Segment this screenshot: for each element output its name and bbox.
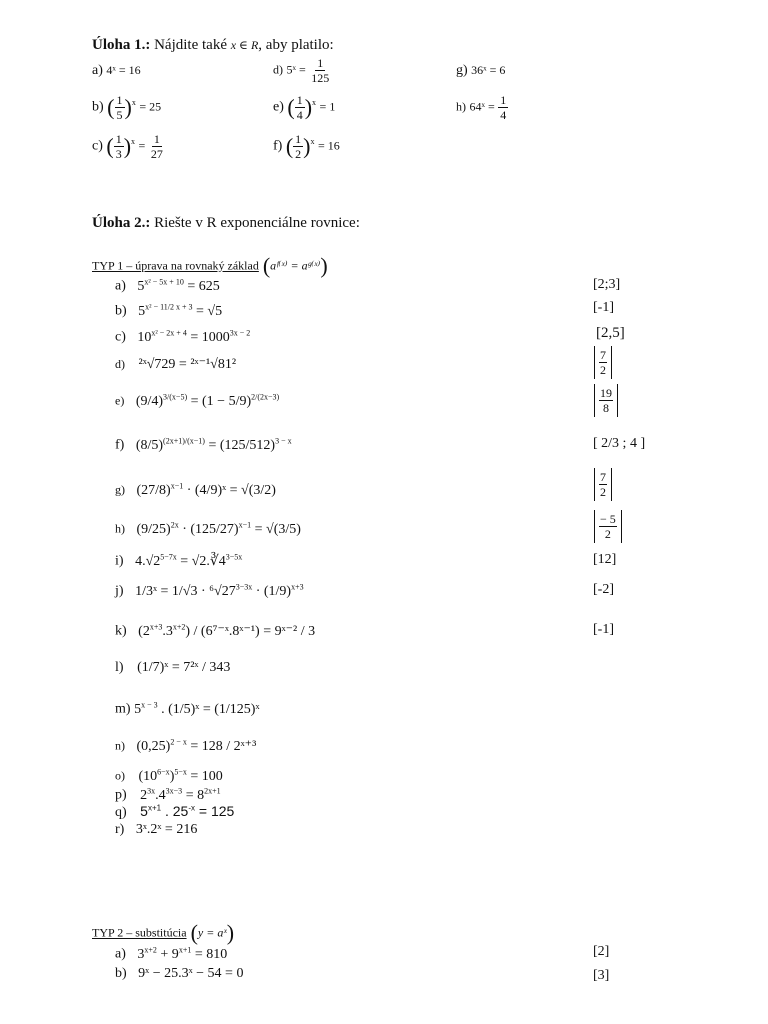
answer-f: [ 2/3 ; 4 ] — [593, 436, 646, 451]
typ1-item-j: j) 1/3ˣ = $1/√3 \cdot ^6√27^{3-3x} \cdot (1/9)^{x+3}$ — [115, 582, 304, 599]
item-label: n) — [115, 738, 125, 753]
answer-k: [-1] — [593, 622, 614, 637]
typ1-item-o: o) $(10^{6-x})^{5-x} = 100$ — [115, 767, 223, 784]
typ2-heading-text: TYP 2 – substitúcia — [92, 925, 187, 940]
item-label: a) — [115, 278, 126, 294]
task2-title-text: Riešte v R exponenciálne rovnice: — [154, 215, 360, 231]
answer-d: $\frac{7}{2}$ — [594, 346, 612, 379]
item-lhs: 64ˣ = — [469, 99, 495, 114]
typ1-heading: TYP 1 – úprava na rovnaký základ (aᶠ⁽ˣ⁾ = aᵍ⁽ˣ⁾) — [92, 253, 328, 278]
typ1-formula: aᶠ⁽ˣ⁾ = aᵍ⁽ˣ⁾ — [270, 258, 321, 273]
task1-title — [92, 37, 334, 54]
item-label: q) — [115, 805, 127, 820]
item-label: p) — [115, 787, 127, 803]
typ1-item-f: f) $(8/5)^{(2x+1)/(x-1)} = (125/512)^{3 - x}$ — [115, 436, 292, 453]
item-label: e) — [115, 393, 125, 408]
typ2-item-b: b) 9ˣ − 25.3ˣ − 54 = 0 — [115, 966, 244, 981]
item-rhs: = 16 — [317, 138, 340, 153]
typ1-item-m: m) $5^{x - 3}$ . (1/5)ˣ = (1/125)ˣ — [115, 700, 260, 717]
task1-item-b: b) ( $\frac{1}{5}$ )$^x$ = 25 — [92, 93, 162, 122]
item-rhs: = 25 — [139, 99, 162, 114]
typ1-item-c: c) $10^{x^2 - 2x + 4} = 1000^{3x - 2}$ — [115, 328, 251, 345]
answer-i: [12] — [593, 552, 617, 567]
item-label: f) — [115, 437, 125, 453]
task1-title-text: Nájdite také — [154, 37, 227, 53]
typ1-item-g: g) $(27/8)^{x-1}$ · (4/9)ˣ = √(3/2) — [115, 481, 276, 498]
item-equation: 36ˣ = 6 — [471, 63, 506, 77]
task1-item-g — [456, 63, 505, 79]
typ2-answer-b: [3] — [593, 968, 610, 983]
item-label: h) — [115, 521, 125, 536]
item-rhs: = 1 — [319, 99, 336, 114]
fraction: $\frac{1}{2}$ — [295, 132, 302, 161]
typ1-item-d: d) ²ˣ√729 = ²ˣ⁻¹√81² — [115, 357, 237, 372]
item-label: i) — [115, 553, 124, 569]
task2-title — [92, 215, 360, 232]
task1-item-d — [273, 56, 331, 85]
typ2-heading: TYP 2 – substitúcia (y = aˣ) — [92, 920, 235, 945]
task1-item-a — [92, 63, 141, 79]
fraction: $\frac{1}{4}$ — [500, 93, 507, 122]
item-label: l) — [115, 660, 124, 675]
typ2-formula: y = aˣ — [197, 925, 227, 940]
typ1-heading-text: TYP 1 – úprava na rovnaký základ — [92, 258, 259, 273]
fraction: $\frac{1}{125}$ — [311, 56, 330, 85]
item-label: a) — [92, 63, 103, 78]
item-label: b) — [115, 966, 127, 981]
typ1-item-n: n) $(0,25)^{2 - x} = 128$ / 2ˣ⁺³ — [115, 737, 257, 754]
answer-a: [2;3] — [593, 277, 621, 292]
answer-c: [2,5] — [596, 325, 625, 341]
item-label: k) — [115, 623, 127, 639]
task2-title-bold: Úloha 2.: — [92, 215, 151, 231]
answer-b: [-1] — [593, 300, 614, 315]
typ2-item-a: a) $3^{x+2} + 9^{x+1} = 810$ — [115, 945, 228, 962]
item-label: m) — [115, 701, 131, 717]
task1-item-c: c) ( $\frac{1}{3}$ )$^x$ = $\frac{1}{27}$ — [92, 132, 163, 161]
item-label: a) — [115, 946, 126, 962]
typ1-item-h: h) $(9/25)^{2x} \cdot (125/27)^{x-1} = √(3/5)$ — [115, 520, 301, 537]
item-label: r) — [115, 822, 125, 837]
item-label: d) — [115, 357, 125, 371]
answer-e: $\frac{19}{8}$ — [594, 384, 618, 417]
item-label: c) — [115, 329, 126, 345]
item-label: e) — [273, 99, 284, 115]
typ1-item-a: a) $5^{x^2 - 5x + 10} = 625$ — [115, 277, 220, 294]
item-label: g) — [456, 63, 468, 78]
fraction: $\frac{1}{27}$ — [150, 132, 163, 161]
answer-g: $\frac{7}{2}$ — [594, 468, 612, 501]
item-label: f) — [273, 138, 283, 154]
task1-item-e: e) ( $\frac{1}{4}$ )$^x$ = 1 — [273, 93, 336, 122]
fraction: $\frac{1}{3}$ — [115, 132, 122, 161]
item-label: c) — [92, 138, 103, 154]
item-lhs: 5ˣ = — [286, 62, 306, 77]
item-label: b) — [115, 303, 127, 319]
fraction: $\frac{1}{4}$ — [296, 93, 303, 122]
item-label: h) — [456, 99, 466, 114]
task1-item-f: f) ( $\frac{1}{2}$ )$^x$ = 16 — [273, 132, 340, 161]
task1-title-condition: x ∈ R — [230, 38, 259, 52]
typ1-item-e: e) $(9/4)^{3/(x-5)} = (1 - 5/9)^{2/(2x-3)}$ — [115, 392, 280, 409]
item-equation: 4ˣ = 16 — [106, 63, 141, 77]
typ1-item-l: l) (1/7)ˣ = 7²ˣ / 343 — [115, 660, 231, 675]
item-label: o) — [115, 768, 125, 783]
task1-title-end: , aby platilo: — [258, 37, 334, 53]
typ1-item-k: k) $(2^{x+3}.3^{x+2})$ / (6⁷⁻ˣ.8ˣ⁻¹) = 9ˣ⁻² / 3 — [115, 622, 316, 639]
item-label: g) — [115, 482, 125, 497]
task1-title-bold: Úloha 1.: — [92, 37, 151, 53]
item-label: j) — [115, 583, 124, 599]
typ1-item-b: b) $5^{x^2 - 11/2 x + 3} = √5$ — [115, 302, 223, 319]
answer-j: [-2] — [593, 582, 614, 597]
typ1-item-r: r) 3ˣ.2ˣ = 216 — [115, 822, 198, 837]
fraction: $\frac{1}{5}$ — [116, 93, 123, 122]
task1-item-h — [456, 93, 508, 122]
typ2-answer-a: [2] — [593, 944, 610, 959]
answer-h: $\frac{- 5}{2}$ — [594, 510, 622, 543]
typ1-item-i: i) $4.√2^{5-7x}$ = $√2.∛4^{3-5x}$ — [115, 552, 243, 569]
typ1-item-p: p) $2^{3x}.4^{3x-3} = 8^{2x+1}$ — [115, 786, 221, 803]
typ1-item-q: q) $5^{x+1}$ . $25^{-x} = 125$ — [115, 803, 235, 820]
item-label: d) — [273, 62, 283, 77]
item-label: b) — [92, 99, 104, 115]
